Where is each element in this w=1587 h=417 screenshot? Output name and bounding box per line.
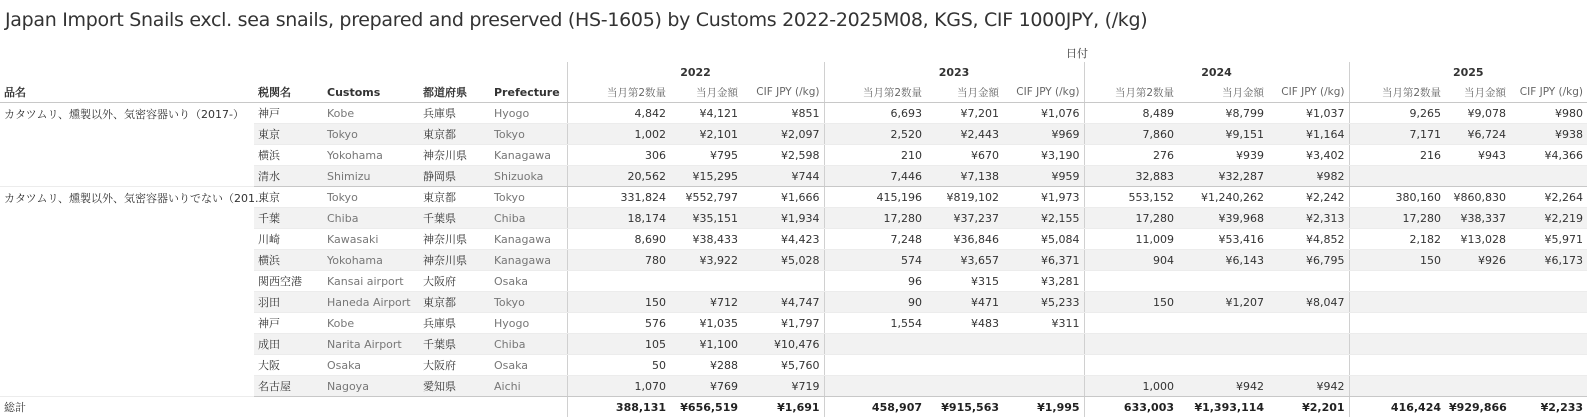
value-cell: 574 — [824, 250, 926, 271]
value-cell — [1510, 334, 1587, 355]
total-value-cell: 458,907 — [824, 397, 926, 417]
value-cell: ¥1,240,262 — [1178, 187, 1268, 208]
value-cell: 150 — [1349, 250, 1445, 271]
value-cell: 904 — [1084, 250, 1178, 271]
customs-jp-cell: 神戸 — [254, 103, 323, 124]
customs-en-cell: Tokyo — [323, 187, 419, 208]
column-header-measure: 当月第2数量 — [1084, 82, 1178, 103]
value-cell: 331,824 — [567, 187, 670, 208]
prefecture-jp-cell: 愛知県 — [419, 376, 490, 397]
prefecture-jp-cell: 神奈川県 — [419, 145, 490, 166]
value-cell: ¥9,151 — [1178, 124, 1268, 145]
grand-total-label: 総計 — [0, 397, 567, 417]
year-header-2023: 2023 — [824, 62, 1084, 82]
value-cell — [1445, 334, 1510, 355]
column-header-dim: Prefecture — [490, 82, 567, 103]
prefecture-jp-cell: 東京都 — [419, 124, 490, 145]
value-cell: ¥1,164 — [1268, 124, 1349, 145]
value-cell: 4,842 — [567, 103, 670, 124]
column-header-measure: CIF JPY (/kg) — [1003, 82, 1084, 103]
column-header-measure: CIF JPY (/kg) — [1268, 82, 1349, 103]
prefecture-en-cell: Shizuoka — [490, 166, 567, 187]
value-cell: ¥2,443 — [926, 124, 1003, 145]
value-cell: ¥38,337 — [1445, 208, 1510, 229]
value-cell: ¥3,190 — [1003, 145, 1084, 166]
value-cell: 17,280 — [1349, 208, 1445, 229]
value-cell: ¥7,201 — [926, 103, 1003, 124]
value-cell — [1178, 271, 1268, 292]
prefecture-en-cell: Chiba — [490, 334, 567, 355]
date-super-header: 日付 — [567, 44, 1587, 62]
column-header-dim: 税関名 — [254, 82, 323, 103]
customs-en-cell: Tokyo — [323, 124, 419, 145]
value-cell: ¥2,219 — [1510, 208, 1587, 229]
value-cell: ¥311 — [1003, 313, 1084, 334]
customs-en-cell: Kawasaki — [323, 229, 419, 250]
value-cell: 50 — [567, 355, 670, 376]
value-cell: 276 — [1084, 145, 1178, 166]
value-cell — [1178, 313, 1268, 334]
value-cell: ¥483 — [926, 313, 1003, 334]
customs-en-cell: Shimizu — [323, 166, 419, 187]
value-cell: ¥1,934 — [742, 208, 824, 229]
value-cell: 96 — [824, 271, 926, 292]
prefecture-jp-cell: 千葉県 — [419, 334, 490, 355]
customs-en-cell: Kansai airport — [323, 271, 419, 292]
column-header-measure: 当月第2数量 — [824, 82, 926, 103]
value-cell — [1349, 376, 1445, 397]
value-cell: ¥6,143 — [1178, 250, 1268, 271]
customs-jp-cell: 横浜 — [254, 250, 323, 271]
value-cell — [1445, 271, 1510, 292]
value-cell: 20,562 — [567, 166, 670, 187]
value-cell — [742, 271, 824, 292]
customs-en-cell: Haneda Airport — [323, 292, 419, 313]
value-cell: ¥53,416 — [1178, 229, 1268, 250]
value-cell — [1445, 313, 1510, 334]
total-value-cell: ¥929,866 — [1445, 397, 1510, 417]
value-cell — [1349, 355, 1445, 376]
value-cell: ¥3,402 — [1268, 145, 1349, 166]
customs-en-cell: Yokohama — [323, 145, 419, 166]
total-value-cell: ¥656,519 — [670, 397, 742, 417]
value-cell — [926, 376, 1003, 397]
prefecture-en-cell: Tokyo — [490, 124, 567, 145]
value-cell: 6,693 — [824, 103, 926, 124]
header-spacer — [0, 62, 567, 82]
total-value-cell: ¥2,201 — [1268, 397, 1349, 417]
value-cell — [1510, 292, 1587, 313]
value-cell — [1349, 292, 1445, 313]
value-cell: ¥8,799 — [1178, 103, 1268, 124]
total-value-cell: ¥2,233 — [1510, 397, 1587, 417]
value-cell: ¥1,100 — [670, 334, 742, 355]
value-cell: ¥969 — [1003, 124, 1084, 145]
value-cell: ¥9,078 — [1445, 103, 1510, 124]
value-cell: ¥36,846 — [926, 229, 1003, 250]
value-cell: 18,174 — [567, 208, 670, 229]
customs-en-cell: Narita Airport — [323, 334, 419, 355]
value-cell — [1510, 355, 1587, 376]
value-cell: 105 — [567, 334, 670, 355]
value-cell: ¥471 — [926, 292, 1003, 313]
value-cell — [1349, 334, 1445, 355]
product-name-cell: カタツムリ、燻製以外、気密容器いりでない（201.. — [0, 187, 254, 397]
value-cell: ¥6,173 — [1510, 250, 1587, 271]
value-cell: ¥7,138 — [926, 166, 1003, 187]
value-cell: ¥939 — [1178, 145, 1268, 166]
value-cell — [1349, 271, 1445, 292]
value-cell: ¥982 — [1268, 166, 1349, 187]
customs-jp-cell: 神戸 — [254, 313, 323, 334]
value-cell — [824, 334, 926, 355]
value-cell: ¥288 — [670, 355, 742, 376]
value-cell — [824, 355, 926, 376]
value-cell: ¥6,724 — [1445, 124, 1510, 145]
value-cell: ¥13,028 — [1445, 229, 1510, 250]
value-cell: 150 — [567, 292, 670, 313]
value-cell — [1084, 313, 1178, 334]
value-cell — [1510, 271, 1587, 292]
value-cell: 380,160 — [1349, 187, 1445, 208]
prefecture-en-cell: Hyogo — [490, 103, 567, 124]
crosstab-table — [0, 44, 1587, 417]
customs-jp-cell: 清水 — [254, 166, 323, 187]
value-cell: ¥712 — [670, 292, 742, 313]
customs-jp-cell: 千葉 — [254, 208, 323, 229]
customs-en-cell: Kobe — [323, 103, 419, 124]
value-cell — [670, 271, 742, 292]
column-header-dim: Customs — [323, 82, 419, 103]
customs-jp-cell: 大阪 — [254, 355, 323, 376]
value-cell: 11,009 — [1084, 229, 1178, 250]
value-cell: ¥5,971 — [1510, 229, 1587, 250]
value-cell — [1349, 166, 1445, 187]
prefecture-en-cell: Chiba — [490, 208, 567, 229]
total-value-cell: 633,003 — [1084, 397, 1178, 417]
column-header-measure: 当月第2数量 — [1349, 82, 1445, 103]
customs-en-cell: Kobe — [323, 313, 419, 334]
column-header-measure: CIF JPY (/kg) — [742, 82, 824, 103]
value-cell: 1,002 — [567, 124, 670, 145]
total-value-cell: ¥1,393,114 — [1178, 397, 1268, 417]
value-cell — [1268, 313, 1349, 334]
customs-en-cell: Osaka — [323, 355, 419, 376]
prefecture-jp-cell: 兵庫県 — [419, 313, 490, 334]
value-cell: ¥15,295 — [670, 166, 742, 187]
value-cell — [1178, 334, 1268, 355]
value-cell: ¥5,028 — [742, 250, 824, 271]
value-cell: ¥1,666 — [742, 187, 824, 208]
value-cell — [1510, 376, 1587, 397]
column-header-dim: 都道府県 — [419, 82, 490, 103]
value-cell: ¥2,598 — [742, 145, 824, 166]
value-cell: ¥1,973 — [1003, 187, 1084, 208]
value-cell: ¥2,101 — [670, 124, 742, 145]
value-cell: ¥860,830 — [1445, 187, 1510, 208]
value-cell: ¥5,084 — [1003, 229, 1084, 250]
value-cell: ¥10,476 — [742, 334, 824, 355]
prefecture-en-cell: Kanagawa — [490, 229, 567, 250]
column-header-measure: 当月金額 — [1445, 82, 1510, 103]
value-cell: 1,554 — [824, 313, 926, 334]
value-cell: 7,248 — [824, 229, 926, 250]
value-cell — [824, 376, 926, 397]
value-cell: ¥35,151 — [670, 208, 742, 229]
customs-en-cell: Nagoya — [323, 376, 419, 397]
value-cell: ¥2,155 — [1003, 208, 1084, 229]
value-cell — [1178, 355, 1268, 376]
column-header-dim: 品名 — [0, 82, 254, 103]
value-cell — [926, 355, 1003, 376]
value-cell — [567, 271, 670, 292]
value-cell — [1445, 166, 1510, 187]
customs-jp-cell: 横浜 — [254, 145, 323, 166]
prefecture-jp-cell: 兵庫県 — [419, 103, 490, 124]
year-header-2025: 2025 — [1349, 62, 1587, 82]
value-cell: ¥39,968 — [1178, 208, 1268, 229]
prefecture-jp-cell: 東京都 — [419, 292, 490, 313]
prefecture-en-cell: Kanagawa — [490, 145, 567, 166]
prefecture-en-cell: Osaka — [490, 355, 567, 376]
value-cell: ¥942 — [1178, 376, 1268, 397]
column-header-measure: 当月金額 — [926, 82, 1003, 103]
product-name-cell: カタツムリ、燻製以外、気密容器いり（2017-） — [0, 103, 254, 187]
value-cell — [1084, 271, 1178, 292]
value-cell: 150 — [1084, 292, 1178, 313]
value-cell: ¥1,076 — [1003, 103, 1084, 124]
customs-jp-cell: 関西空港 — [254, 271, 323, 292]
value-cell: 1,070 — [567, 376, 670, 397]
prefecture-en-cell: Aichi — [490, 376, 567, 397]
value-cell — [1003, 376, 1084, 397]
value-cell: ¥3,922 — [670, 250, 742, 271]
value-cell: ¥1,037 — [1268, 103, 1349, 124]
page-title: Japan Import Snails excl. sea snails, prepared and preserved (HS-1605) by Customs 2022-2025M08, KGS, CIF 1000JPY, (/kg) — [5, 9, 1147, 31]
value-cell: 7,446 — [824, 166, 926, 187]
value-cell: 90 — [824, 292, 926, 313]
value-cell: 210 — [824, 145, 926, 166]
value-cell: ¥6,371 — [1003, 250, 1084, 271]
value-cell: 17,280 — [1084, 208, 1178, 229]
grand-total-row — [0, 397, 1587, 417]
value-cell: ¥3,657 — [926, 250, 1003, 271]
value-cell: ¥2,242 — [1268, 187, 1349, 208]
value-cell: 2,182 — [1349, 229, 1445, 250]
value-cell: ¥6,795 — [1268, 250, 1349, 271]
value-cell: ¥926 — [1445, 250, 1510, 271]
value-cell: ¥980 — [1510, 103, 1587, 124]
value-cell: 306 — [567, 145, 670, 166]
column-header-measure: 当月金額 — [670, 82, 742, 103]
value-cell: 780 — [567, 250, 670, 271]
customs-jp-cell: 川崎 — [254, 229, 323, 250]
prefecture-en-cell: Tokyo — [490, 187, 567, 208]
value-cell: ¥4,366 — [1510, 145, 1587, 166]
table-row — [0, 187, 1587, 208]
prefecture-jp-cell: 千葉県 — [419, 208, 490, 229]
value-cell: ¥670 — [926, 145, 1003, 166]
header-spacer — [0, 44, 567, 62]
value-cell — [1445, 376, 1510, 397]
column-header-measure: 当月第2数量 — [567, 82, 670, 103]
value-cell — [1268, 334, 1349, 355]
prefecture-en-cell: Osaka — [490, 271, 567, 292]
year-header-2022: 2022 — [567, 62, 824, 82]
value-cell: ¥719 — [742, 376, 824, 397]
prefecture-en-cell: Hyogo — [490, 313, 567, 334]
table-row — [0, 103, 1587, 124]
customs-jp-cell: 東京 — [254, 124, 323, 145]
value-cell: ¥37,237 — [926, 208, 1003, 229]
value-cell: 17,280 — [824, 208, 926, 229]
value-cell: 32,883 — [1084, 166, 1178, 187]
total-value-cell: 388,131 — [567, 397, 670, 417]
value-cell: 7,171 — [1349, 124, 1445, 145]
value-cell: ¥4,121 — [670, 103, 742, 124]
value-cell — [1268, 355, 1349, 376]
value-cell: 1,000 — [1084, 376, 1178, 397]
customs-jp-cell: 名古屋 — [254, 376, 323, 397]
value-cell: 8,489 — [1084, 103, 1178, 124]
value-cell: ¥4,423 — [742, 229, 824, 250]
value-cell: ¥959 — [1003, 166, 1084, 187]
value-cell: 576 — [567, 313, 670, 334]
value-cell — [1084, 334, 1178, 355]
value-cell: ¥3,281 — [1003, 271, 1084, 292]
value-cell: ¥5,760 — [742, 355, 824, 376]
value-cell — [1445, 355, 1510, 376]
value-cell: ¥4,852 — [1268, 229, 1349, 250]
value-cell: ¥315 — [926, 271, 1003, 292]
value-cell: 415,196 — [824, 187, 926, 208]
customs-jp-cell: 成田 — [254, 334, 323, 355]
column-header-measure: CIF JPY (/kg) — [1510, 82, 1587, 103]
value-cell: ¥942 — [1268, 376, 1349, 397]
customs-en-cell: Chiba — [323, 208, 419, 229]
prefecture-en-cell: Kanagawa — [490, 250, 567, 271]
total-value-cell: ¥1,995 — [1003, 397, 1084, 417]
value-cell: ¥943 — [1445, 145, 1510, 166]
value-cell — [1510, 313, 1587, 334]
value-cell — [1084, 355, 1178, 376]
prefecture-jp-cell: 神奈川県 — [419, 229, 490, 250]
value-cell: ¥938 — [1510, 124, 1587, 145]
prefecture-jp-cell: 静岡県 — [419, 166, 490, 187]
value-cell: ¥38,433 — [670, 229, 742, 250]
value-cell — [1003, 355, 1084, 376]
value-cell: ¥4,747 — [742, 292, 824, 313]
value-cell: ¥552,797 — [670, 187, 742, 208]
value-cell: ¥851 — [742, 103, 824, 124]
total-value-cell: ¥1,691 — [742, 397, 824, 417]
value-cell — [1445, 292, 1510, 313]
prefecture-jp-cell: 大阪府 — [419, 271, 490, 292]
value-cell: 216 — [1349, 145, 1445, 166]
value-cell: ¥744 — [742, 166, 824, 187]
total-value-cell: ¥915,563 — [926, 397, 1003, 417]
customs-en-cell: Yokohama — [323, 250, 419, 271]
value-cell: ¥795 — [670, 145, 742, 166]
value-cell: 8,690 — [567, 229, 670, 250]
total-value-cell: 416,424 — [1349, 397, 1445, 417]
value-cell: ¥8,047 — [1268, 292, 1349, 313]
prefecture-jp-cell: 東京都 — [419, 187, 490, 208]
value-cell — [1003, 334, 1084, 355]
value-cell: 2,520 — [824, 124, 926, 145]
year-header-2024: 2024 — [1084, 62, 1349, 82]
column-header-measure: 当月金額 — [1178, 82, 1268, 103]
value-cell — [1268, 271, 1349, 292]
value-cell: 7,860 — [1084, 124, 1178, 145]
prefecture-en-cell: Tokyo — [490, 292, 567, 313]
value-cell: ¥769 — [670, 376, 742, 397]
value-cell — [1349, 313, 1445, 334]
value-cell — [1510, 166, 1587, 187]
value-cell: 9,265 — [1349, 103, 1445, 124]
prefecture-jp-cell: 神奈川県 — [419, 250, 490, 271]
value-cell: ¥5,233 — [1003, 292, 1084, 313]
customs-jp-cell: 羽田 — [254, 292, 323, 313]
value-cell: 553,152 — [1084, 187, 1178, 208]
value-cell: ¥1,035 — [670, 313, 742, 334]
prefecture-jp-cell: 大阪府 — [419, 355, 490, 376]
value-cell: ¥2,264 — [1510, 187, 1587, 208]
value-cell: ¥819,102 — [926, 187, 1003, 208]
value-cell: ¥2,097 — [742, 124, 824, 145]
value-cell — [926, 334, 1003, 355]
value-cell: ¥32,287 — [1178, 166, 1268, 187]
value-cell: ¥2,313 — [1268, 208, 1349, 229]
value-cell: ¥1,797 — [742, 313, 824, 334]
customs-jp-cell: 東京 — [254, 187, 323, 208]
value-cell: ¥1,207 — [1178, 292, 1268, 313]
